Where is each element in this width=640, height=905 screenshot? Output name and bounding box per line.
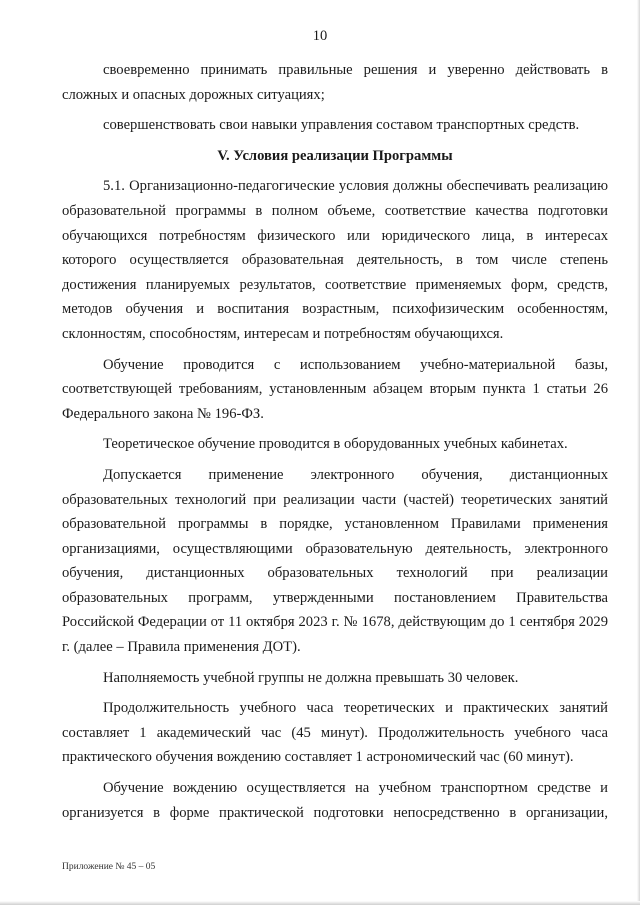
paragraph-4: Обучение проводится с использованием учебно-материальной базы, соответствующей требованиям, установленным абзацем вторым пункта 1 статьи 26 Федерального закона № 196-ФЗ. <box>62 356 608 422</box>
paragraph-1: своевременно принимать правильные решения и уверенно действовать в сложных и опасных дорожных ситуациях; <box>62 62 608 103</box>
document-body <box>62 58 608 831</box>
paragraph-2: совершенствовать свои навыки управления составом транспортных средств. <box>103 117 580 134</box>
paragraph-6: Допускается применение электронного обучения, дистанционных образовательных технологий при реализации части (частей) теоретических занятий образовательной программы в порядке, установленном Правилами применения организациями, осуществляющими образовательную деятельность, электронного обучения, дистанционных образовательных технологий при реализации образовательных программ, утвержденными постановлением Правительства Российской Федерации от 11 октября 2023 г. № 1678, действующим до 1 сентября 2029 г. (далее – Правила применения ДОТ). <box>62 466 608 656</box>
paragraph-5: Теоретическое обучение проводится в оборудованных учебных кабинетах. <box>103 436 568 453</box>
paragraph-3: 5.1. Организационно-педагогические условия должны обеспечивать реализацию образовательной программы в полном объеме, соответствие качества подготовки обучающихся потребностям физического или юридического лица, в интересах которого осуществляется образовательная деятельность, в том числе степень достижения планируемых результатов, соответствие применяемых форм, средств, методов обучения и воспитания возрастным, психофизическим особенностям, склонностям, способностям, интересам и потребностям обучающихся. <box>62 178 608 342</box>
footer-note: Приложение № 45 – 05 <box>62 862 156 872</box>
section-heading: V. Условия реализации Программы <box>217 147 453 164</box>
paragraph-9: Обучение вождению осуществляется на учебном транспортном средстве и организуется в форме практической подготовки непосредственно в организации, <box>62 780 608 821</box>
scan-edge-bottom <box>0 901 640 905</box>
page-number: 10 <box>312 28 328 44</box>
paragraph-7: Наполняемость учебной группы не должна превышать 30 человек. <box>103 669 519 686</box>
paragraph-8: Продолжительность учебного часа теоретических и практических занятий составляет 1 академический час (45 минут). Продолжительность учебного часа практического обучения вождению составляет 1 астрономический час (60 минут). <box>62 700 608 766</box>
